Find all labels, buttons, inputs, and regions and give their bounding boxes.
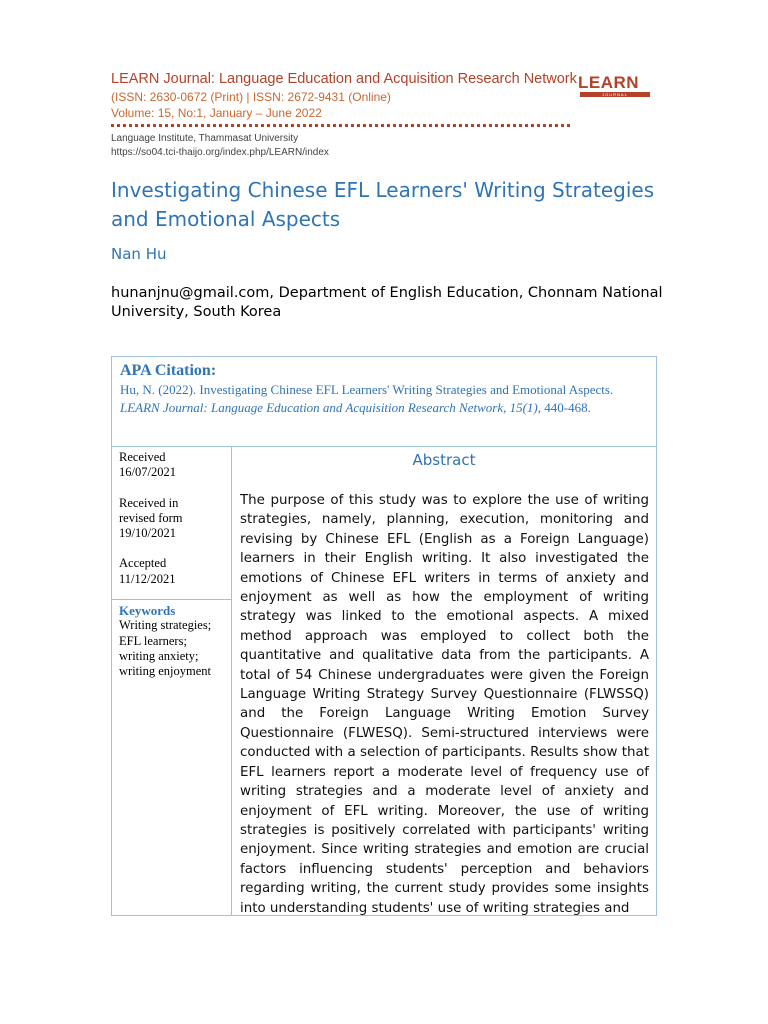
article-meta-column [112,447,232,915]
journal-name: LEARN Journal: Language Education and Acquisition Research Network [111,71,577,87]
citation-pages: 440-468. [541,399,591,415]
issn-line: (ISSN: 2630-0672 (Print) | ISSN: 2672-9431 (Online) [111,90,391,104]
author-name: Nan Hu [111,245,167,263]
article-dates [112,447,231,600]
accepted-label: Accepted [119,556,167,571]
citation-journal: LEARN Journal: Language Education and Acquisition Research Network, 15(1), [120,399,542,415]
citation-plain: Hu, N. (2022). Investigating Chinese EFL Learners' Writing Strategies and Emotional Aspects. [120,382,614,397]
keywords-text: Writing strategies; EFL learners; writing anxiety; writing enjoyment [119,618,212,679]
paper-title: Investigating Chinese EFL Learners' Writing Strategies and Emotional Aspects [111,178,655,231]
apa-citation-text [120,381,648,416]
author-affiliation: hunanjnu@gmail.com, Department of English Education, Chonnam National University, South Korea [111,285,663,320]
article-info-box [111,356,657,916]
institute-line: Language Institute, Thammasat University [111,133,299,144]
received-label: Received [119,450,166,464]
revised-date: 19/10/2021 [119,526,176,541]
logo-subtitle-bar: JOURNAL [580,92,650,97]
journal-url[interactable]: https://so04.tci-thaijo.org/index.php/LEARN/index [111,147,329,158]
learn-logo [578,73,650,97]
logo-wordmark: LEARN [578,73,640,92]
revised-label-line1: Received in [119,495,179,510]
revised-label-line2: revised form [119,510,183,525]
abstract-heading: Abstract [412,451,476,469]
keywords-section [112,600,231,682]
abstract-column [232,447,656,915]
dotted-divider [111,124,570,127]
apa-citation-heading: APA Citation: [120,362,217,379]
received-date: 16/07/2021 [119,465,176,480]
apa-citation-panel [112,357,656,447]
volume-line: Volume: 15, No:1, January – June 2022 [111,106,322,120]
accepted-date: 11/12/2021 [119,571,176,586]
keywords-heading: Keywords [119,603,176,618]
abstract-body: The purpose of this study was to explore the use of writing strategies, namely, planning, execution, monitoring and revising by Chinese EFL (English as a Foreign Language) learners in their English writing. It also investigated the emotions of Chinese EFL writers in terms of anxiety and enjoyment as well as how the employment of writing strategy was linked to the emotional aspects. A mixed method approach was employed to collect both the quantitative and qualitative data from the participants. A total of 54 Chinese undergraduates were given the Foreign Language Writing Strategy Survey Questionnaire (FLWSSQ) and the Foreign Language Writing Emotion Survey Questionnaire (FLWESQ). Semi-structured interviews were conducted with a selection of participants. Results show that EFL learners report a moderate level of frequency use of writing strategies and a moderate level of anxiety and enjoyment of EFL writing. Moreover, the use of writing strategies is positively correlated with participants' writing enjoyment. Since writing strategies and emotion are crucial factors influencing students' perception and behaviors regarding writing, the current study provides some insights into understanding students' use of writing strategies and [240,493,649,916]
